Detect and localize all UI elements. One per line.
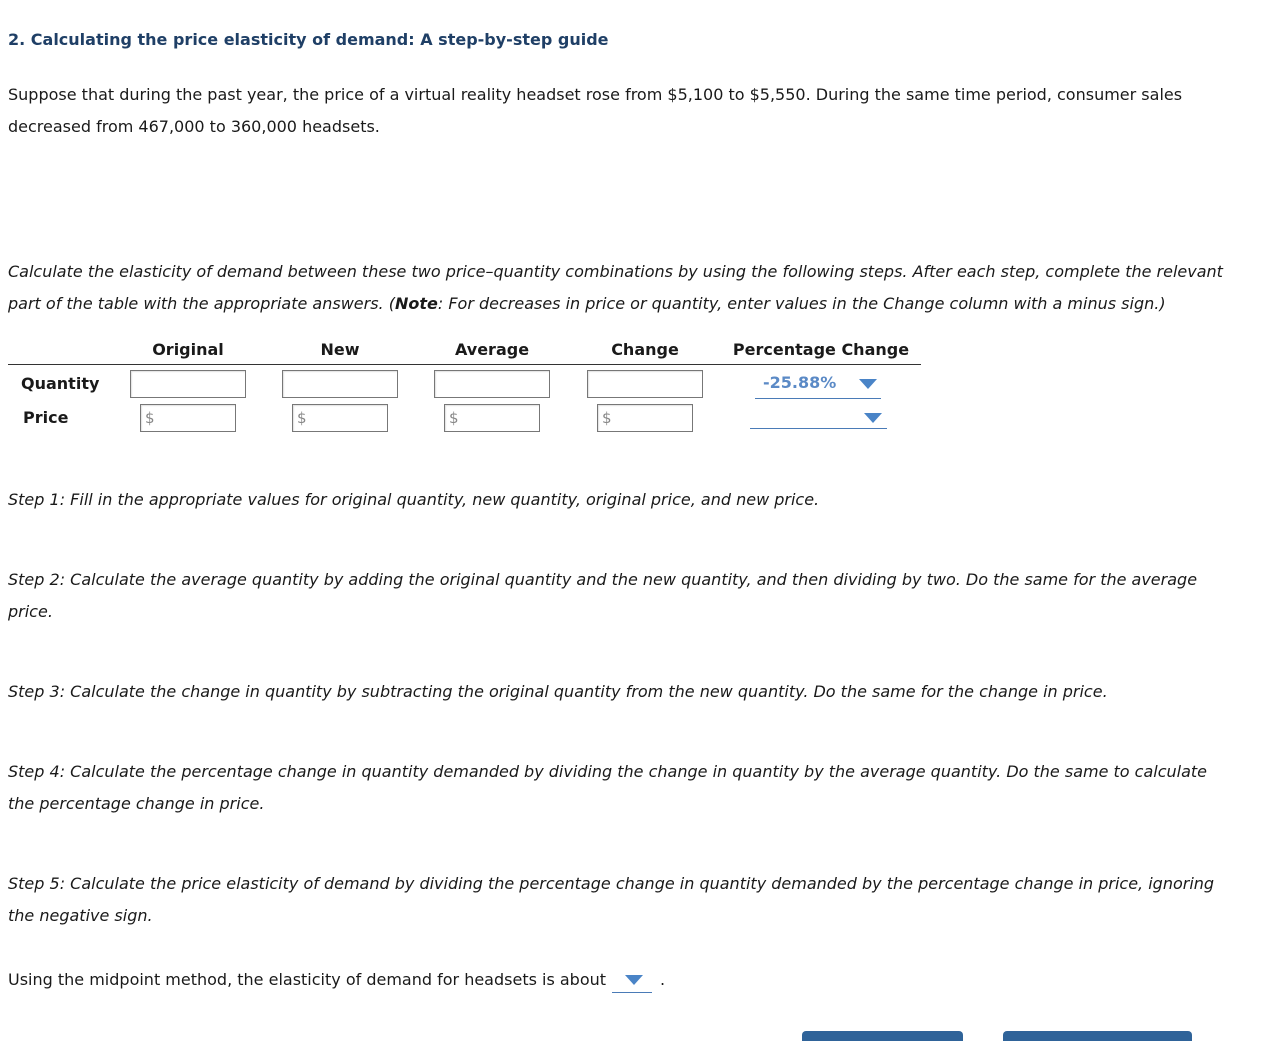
- chevron-down-icon: [864, 413, 882, 423]
- step-4-text: [8, 756, 1248, 820]
- question-title: 2. Calculating the price elasticity of demand: A step-by-step guide: [8, 30, 609, 49]
- price-percentage-change-dropdown[interactable]: [750, 402, 887, 429]
- intro-line-2: decreased from 467,000 to 360,000 headsets.: [8, 117, 380, 136]
- row-label-quantity: Quantity: [21, 374, 100, 393]
- header-new: New: [320, 340, 360, 359]
- step-2-text: [8, 564, 1248, 628]
- action-button-right[interactable]: [1003, 1031, 1192, 1041]
- quantity-new-input[interactable]: [282, 370, 398, 398]
- currency-symbol: $: [297, 409, 307, 427]
- intro-line-1: Suppose that during the past year, the price of a virtual reality headset rose from $5,100 to $5,550. During the same time period, consumer sales: [8, 85, 1183, 104]
- instructions-line-2a: part of the table with the appropriate answers. (: [8, 294, 395, 313]
- price-new-input[interactable]: [292, 404, 388, 432]
- quantity-average-input[interactable]: [434, 370, 550, 398]
- header-average: Average: [454, 340, 530, 359]
- step-4-line-2: the percentage change in price.: [8, 794, 265, 813]
- step-3-text: Step 3: Calculate the change in quantity by subtracting the original quantity from the new quantity. Do the same for the change in price.: [8, 682, 1108, 701]
- step-4-line-1: Step 4: Calculate the percentage change in quantity demanded by dividing the change in quantity by the average quantity. Do the same to calculate: [8, 762, 1208, 781]
- step-2-line-1: Step 2: Calculate the average quantity by adding the original quantity and the new quantity, and then dividing by two. Do the same for the average: [8, 570, 1198, 589]
- table-header-divider: [8, 364, 921, 365]
- quantity-change-input[interactable]: [587, 370, 703, 398]
- step-5-line-1: Step 5: Calculate the price elasticity of demand by dividing the percentage change in quantity demanded by the percentage change in price, ignoring: [8, 874, 1215, 893]
- row-label-price: Price: [23, 408, 69, 427]
- instructions-line-2b: : For decreases in price or quantity, enter values in the Change column with a minus sign.): [437, 294, 1166, 313]
- step-5-text: [8, 868, 1248, 932]
- currency-symbol: $: [602, 409, 612, 427]
- instructions-line-1: Calculate the elasticity of demand between these two price–quantity combinations by using the following steps. After each step, complete the relevant: [8, 262, 1223, 281]
- quantity-percentage-change-value: -25.88%: [763, 373, 837, 392]
- header-change: Change: [611, 340, 679, 359]
- quantity-percentage-change-dropdown[interactable]: [755, 372, 881, 399]
- currency-symbol: $: [449, 409, 459, 427]
- price-change-input[interactable]: [597, 404, 693, 432]
- header-percentage-change: Percentage Change: [732, 340, 910, 359]
- step-2-line-2: price.: [8, 602, 53, 621]
- conclusion-period: .: [660, 970, 666, 989]
- step-1-text: Step 1: Fill in the appropriate values for original quantity, new quantity, original price, and new price.: [8, 490, 820, 509]
- action-button-left[interactable]: [802, 1031, 963, 1041]
- conclusion-text: Using the midpoint method, the elasticity of demand for headsets is about: [8, 970, 607, 989]
- chevron-down-icon: [625, 975, 643, 985]
- elasticity-answer-dropdown[interactable]: [612, 966, 652, 993]
- currency-symbol: $: [145, 409, 155, 427]
- intro-text: [8, 79, 1248, 143]
- price-original-input[interactable]: [140, 404, 236, 432]
- step-5-line-2: the negative sign.: [8, 906, 153, 925]
- header-original: Original: [152, 340, 224, 359]
- instructions-text: [8, 256, 1248, 320]
- note-label: Note: [394, 294, 438, 313]
- price-average-input[interactable]: [444, 404, 540, 432]
- chevron-down-icon: [859, 379, 877, 389]
- quantity-original-input[interactable]: [130, 370, 246, 398]
